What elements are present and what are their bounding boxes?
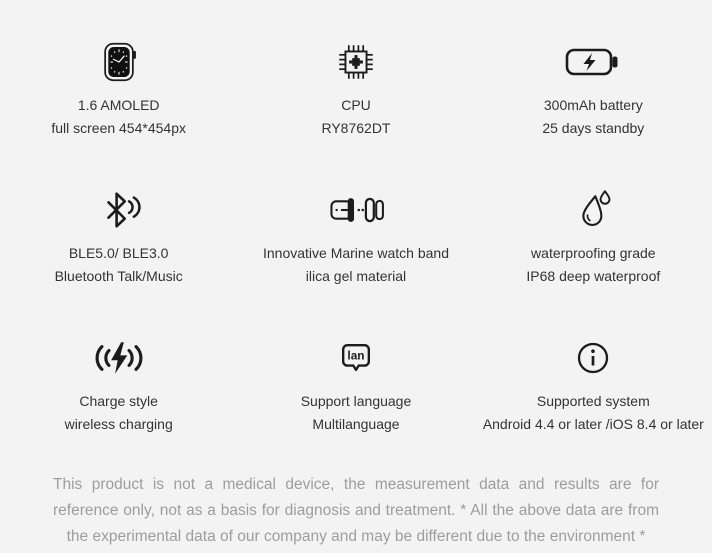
icon-box bbox=[91, 332, 147, 384]
feature-subtitle: wireless charging bbox=[64, 416, 173, 432]
wireless-charging-icon bbox=[91, 337, 147, 379]
feature-subtitle: 25 days standby bbox=[542, 120, 645, 136]
feature-subtitle: full screen 454*454px bbox=[51, 120, 186, 136]
feature-title: waterproofing grade bbox=[531, 245, 656, 261]
info-circle-icon bbox=[574, 339, 612, 377]
smartwatch-screen-icon bbox=[100, 39, 138, 85]
icon-box bbox=[564, 36, 622, 88]
feature-cell-screen bbox=[0, 36, 237, 136]
icon-box bbox=[571, 184, 615, 236]
feature-cell-charging bbox=[0, 332, 237, 432]
feature-title: 300mAh battery bbox=[543, 97, 643, 113]
feature-cell-system bbox=[475, 332, 712, 432]
feature-cell-battery bbox=[475, 36, 712, 136]
icon-box bbox=[100, 36, 138, 88]
battery-charge-icon bbox=[564, 45, 622, 79]
watch-band-icon bbox=[327, 191, 385, 229]
feature-subtitle: IP68 deep waterproof bbox=[526, 268, 661, 284]
water-drop-icon bbox=[571, 187, 615, 233]
feature-subtitle: Bluetooth Talk/Music bbox=[54, 268, 183, 284]
feature-subtitle: Android 4.4 or later /iOS 8.4 or later bbox=[482, 416, 704, 432]
feature-cell-band bbox=[237, 184, 474, 284]
icon-box bbox=[337, 332, 375, 384]
icon-box bbox=[333, 36, 379, 88]
feature-title: 1.6 AMOLED bbox=[77, 97, 160, 113]
feature-title: Support language bbox=[300, 393, 412, 409]
cpu-chip-icon bbox=[333, 39, 379, 85]
feature-cell-bluetooth bbox=[0, 184, 237, 284]
feature-cell-cpu bbox=[237, 36, 474, 136]
feature-subtitle: ilica gel material bbox=[305, 268, 407, 284]
feature-title: BLE5.0/ BLE3.0 bbox=[68, 245, 169, 261]
language-bubble-icon bbox=[337, 339, 375, 377]
feature-title: Charge style bbox=[79, 393, 158, 409]
feature-cell-language bbox=[237, 332, 474, 432]
icon-box bbox=[96, 184, 142, 236]
feature-title: Innovative Marine watch band bbox=[262, 245, 449, 261]
feature-title: Supported system bbox=[536, 393, 650, 409]
feature-cell-waterproof bbox=[475, 184, 712, 284]
feature-subtitle: RY8762DT bbox=[321, 120, 391, 136]
bluetooth-signal-icon bbox=[96, 187, 142, 233]
medical-disclaimer-text: This product is not a medical device, the measurement data and results are for reference only, not as a basis for diagnosis and treatment. * All the above data are from the experimental data of our company and may be different due to the environment * bbox=[53, 476, 659, 546]
icon-box bbox=[327, 184, 385, 236]
icon-box bbox=[574, 332, 612, 384]
feature-title: CPU bbox=[341, 97, 371, 113]
feature-subtitle: Multilanguage bbox=[312, 416, 400, 432]
language-icon-label: lan bbox=[347, 348, 365, 363]
